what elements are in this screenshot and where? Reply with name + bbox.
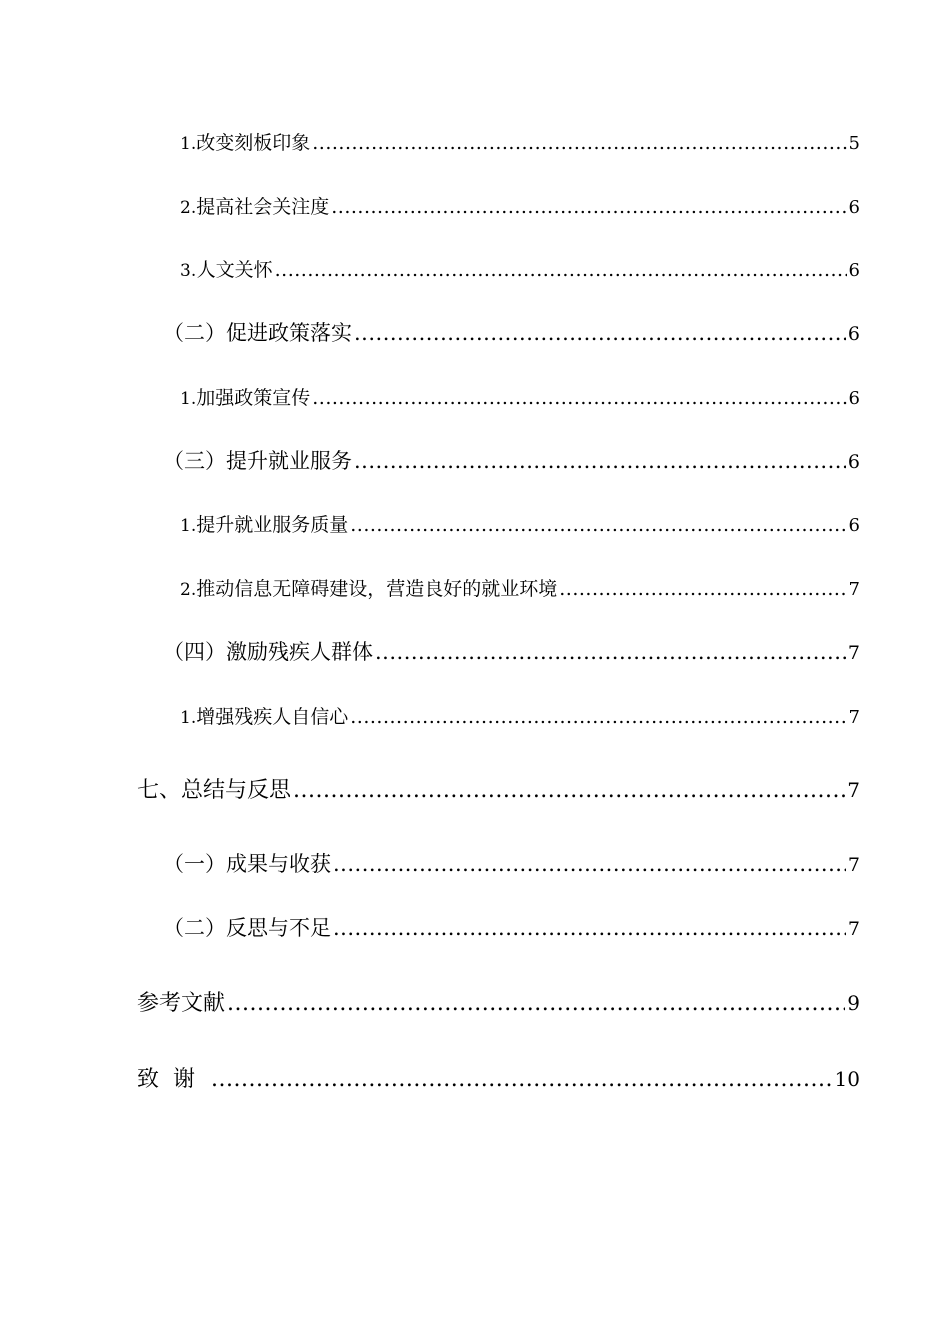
toc-entry-title: 提升就业服务 (226, 449, 352, 473)
toc-entry-title: 总结与反思 (181, 778, 292, 803)
toc-entry-title: 增强残疾人自信心 (196, 706, 349, 728)
toc-entry-title: 促进政策落实 (226, 321, 352, 345)
toc-entry[interactable] (180, 383, 860, 410)
toc-entry-number: （二） (163, 916, 226, 940)
toc-entry[interactable] (180, 510, 860, 537)
toc-leader-dots (331, 196, 846, 218)
toc-entry-number: （四） (163, 640, 226, 664)
toc-entry-page: 10 (834, 1067, 860, 1091)
toc-entry[interactable] (163, 912, 860, 942)
toc-entry-page: 7 (848, 707, 860, 728)
toc-entry-number: 2. (180, 198, 197, 218)
toc-leader-dots (354, 449, 846, 473)
toc-entry-title: 改变刻板印象 (196, 132, 311, 154)
toc-entry[interactable] (163, 317, 860, 347)
toc-entry-number: 1. (180, 708, 197, 728)
toc-entry-number: 1. (180, 389, 197, 409)
toc-entry-title: 加强政策宣传 (196, 387, 311, 409)
toc-entry-number: （三） (163, 449, 226, 473)
toc-entry[interactable] (180, 192, 860, 219)
toc-entry[interactable] (180, 255, 860, 282)
toc-entry-page: 6 (848, 515, 860, 536)
toc-entry[interactable] (180, 574, 860, 601)
toc-leader-dots (312, 387, 846, 409)
toc-leader-dots (211, 1067, 833, 1092)
toc-entry-number: 3. (180, 261, 197, 281)
toc-leader-dots (275, 259, 847, 281)
toc-entry[interactable] (180, 128, 860, 155)
toc-entry[interactable] (163, 848, 860, 878)
toc-entry[interactable] (137, 1062, 860, 1093)
toc-entry-page: 6 (848, 197, 860, 218)
toc-entry-page: 5 (848, 133, 860, 154)
toc-leader-dots (312, 132, 846, 154)
toc-entry-page: 7 (848, 579, 860, 600)
toc-entry-page: 9 (847, 991, 860, 1015)
toc-entry-page: 7 (847, 778, 860, 802)
toc-entry-page: 7 (847, 642, 860, 664)
toc-leader-dots (333, 916, 846, 940)
toc-entry-title: 激励残疾人群体 (226, 640, 373, 664)
toc-leader-dots (227, 991, 845, 1016)
toc-entry-title: 人文关怀 (196, 259, 273, 281)
toc-entry-title: 致谢 (137, 1067, 210, 1092)
toc-leader-dots (350, 706, 846, 728)
toc-entry[interactable] (137, 986, 860, 1017)
toc-entry-page: 7 (847, 854, 860, 876)
toc-entry[interactable] (163, 445, 860, 475)
toc-entry-title: 提升就业服务质量 (196, 514, 349, 536)
toc-entry[interactable] (163, 636, 860, 666)
toc-entry[interactable] (137, 773, 860, 804)
toc-leader-dots (333, 852, 846, 876)
toc-entry-number: 1. (180, 134, 197, 154)
toc-entry-page: 7 (847, 918, 860, 940)
toc-entry-title: 推动信息无障碍建设，营造良好的就业环境 (196, 578, 558, 600)
toc-leader-dots (375, 640, 846, 664)
toc-entry-title: 提高社会关注度 (196, 196, 330, 218)
toc-leader-dots (350, 514, 846, 536)
toc-leader-dots (559, 578, 846, 600)
toc-entry-page: 6 (847, 323, 860, 345)
toc-entry-number: 2. (180, 580, 197, 600)
toc-entry-title: 成果与收获 (226, 852, 331, 876)
toc-entry-title: 参考文献 (137, 991, 226, 1016)
toc-entry-page: 6 (848, 260, 860, 281)
toc-entry-number: 七、 (137, 778, 182, 803)
toc-entry-page: 6 (847, 451, 860, 473)
toc-entry[interactable] (180, 702, 860, 729)
toc-entry-number: 1. (180, 516, 197, 536)
toc-entry-title: 反思与不足 (226, 916, 331, 940)
toc-entry-number: （一） (163, 852, 226, 876)
toc-leader-dots (354, 321, 846, 345)
toc-leader-dots (293, 778, 845, 803)
toc-entry-page: 6 (848, 388, 860, 409)
toc-entry-number: （二） (163, 321, 226, 345)
